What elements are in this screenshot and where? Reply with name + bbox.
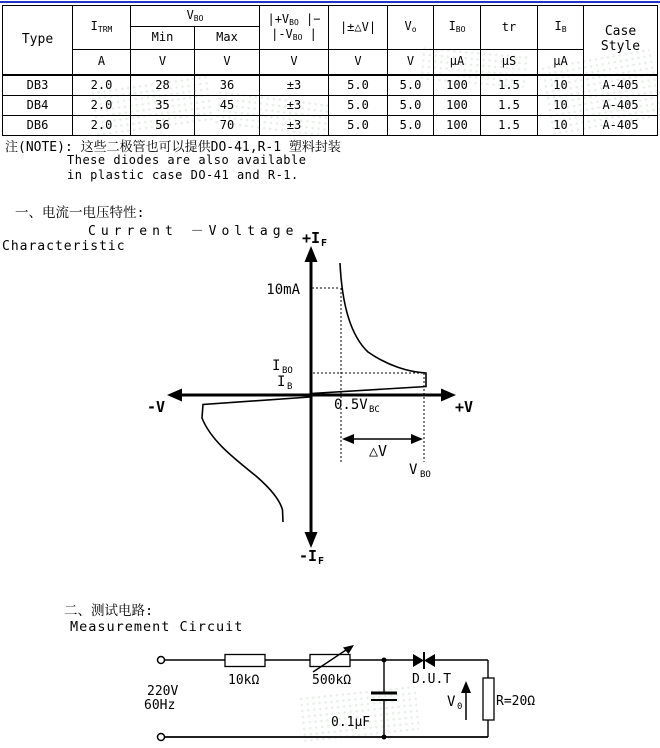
label-half-vbo: 0.5V <box>334 397 368 413</box>
label-neg-if-sub: F <box>318 556 325 567</box>
delta-v-right-arrow-icon <box>411 434 423 444</box>
unit-max: V <box>195 50 260 76</box>
curve-quadrant1 <box>311 263 426 394</box>
col-vo: $V_o$ <box>388 6 434 50</box>
col-vbo-diff: $|+V_{BO}$ |− $|-V_{BO}$ | <box>260 6 329 50</box>
label-ibo-sub: BO <box>282 366 293 376</box>
note-line-cn: 注(NOTE): 这些二极管也可以提供DO-41,R-1 塑料封装 <box>5 140 341 155</box>
col-itrm: $I_{TRM}$ <box>73 6 131 50</box>
label-resistor-10k: 10kΩ <box>228 673 260 688</box>
label-ibo: I <box>272 358 281 374</box>
label-source-voltage: 220V <box>147 684 179 699</box>
unit-vo: V <box>388 50 434 76</box>
label-neg-if: -I <box>299 547 318 565</box>
label-pos-v: +V <box>455 398 474 416</box>
col-ib: $I_B$ <box>538 6 584 50</box>
section1-title-en1: Current －Voltage <box>88 224 299 239</box>
col-vbo: $V_{BO}$ <box>131 6 260 27</box>
col-case-style: Case Style <box>584 6 658 76</box>
measurement-circuit-diagram <box>144 645 535 741</box>
label-neg-v: -V <box>147 398 166 416</box>
section1-title-en2: Characteristic <box>2 239 126 254</box>
unit-itrm: A <box>73 50 131 76</box>
label-ib: I <box>277 374 286 390</box>
label-pos-if: +I <box>302 229 321 247</box>
label-vbo-sub: BO <box>420 470 431 480</box>
potentiometer-arrow-icon <box>343 645 354 654</box>
label-vbo: V <box>409 462 418 478</box>
note-line-en1: These diodes are also available <box>67 153 307 167</box>
vo-arrow-icon <box>461 681 471 693</box>
label-capacitor: 0.1µF <box>331 715 371 730</box>
section2-title-cn: 二、测试电路: <box>64 603 154 619</box>
col-ibo: $I_{BO}$ <box>434 6 481 50</box>
col-tr: tr <box>481 6 538 50</box>
y-axis-bottom-arrow-icon <box>305 532 318 548</box>
label-10ma: 10mA <box>266 282 300 298</box>
curve-quadrant3 <box>202 397 310 522</box>
table-row: DB6 2.0 56 70 ±3 5.0 5.0 100 1.5 10 A-405 <box>3 116 658 136</box>
input-terminal-top <box>158 657 165 664</box>
junction-dot <box>382 735 387 740</box>
label-load-resistor: R=20Ω <box>496 694 536 709</box>
unit-tr: µS <box>481 50 538 76</box>
unit-delta-v: V <box>329 50 388 76</box>
load-resistor <box>483 678 494 720</box>
diac-right-triangle-icon <box>424 654 435 667</box>
delta-v-left-arrow-icon <box>342 434 354 444</box>
table-row: DB4 2.0 35 45 ±3 5.0 5.0 100 1.5 10 A-405 <box>3 96 658 116</box>
col-vbo-min: Min <box>131 27 195 50</box>
label-pos-if-sub: F <box>321 238 328 249</box>
x-axis-right-arrow-icon <box>441 389 456 402</box>
label-half-vbo-sub: BC <box>369 405 380 415</box>
unit-ib: µA <box>538 50 584 76</box>
label-source-freq: 60Hz <box>144 698 176 713</box>
label-vo-sub: 0 <box>457 702 463 712</box>
x-axis-left-arrow-icon <box>167 389 182 402</box>
iv-curve-diagram <box>147 229 473 567</box>
diac-left-triangle-icon <box>413 654 424 667</box>
label-dut: D.U.T <box>412 672 452 687</box>
y-axis-top-arrow-icon <box>305 246 318 262</box>
input-terminal-bottom <box>158 734 165 741</box>
col-type: Type <box>3 6 73 76</box>
label-resistor-500k: 500kΩ <box>312 673 352 688</box>
section2-title-en: Measurement Circuit <box>70 619 244 635</box>
unit-vbo-diff: V <box>260 50 329 76</box>
label-vo: V <box>447 694 456 710</box>
col-vbo-max: Max <box>195 27 260 50</box>
note-line-en2: in plastic case DO-41 and R-1. <box>67 168 299 182</box>
section1-title-cn: 一、电流一电压特性: <box>15 205 145 221</box>
label-delta-v: △V <box>369 442 388 460</box>
resistor-10k <box>225 655 265 667</box>
col-delta-v: |±△V| <box>329 6 388 50</box>
table-row: DB3 2.0 28 36 ±3 5.0 5.0 100 1.5 10 A-405 <box>3 75 658 96</box>
label-ib-sub: B <box>287 382 293 392</box>
unit-min: V <box>131 50 195 76</box>
unit-ibo: µA <box>434 50 481 76</box>
